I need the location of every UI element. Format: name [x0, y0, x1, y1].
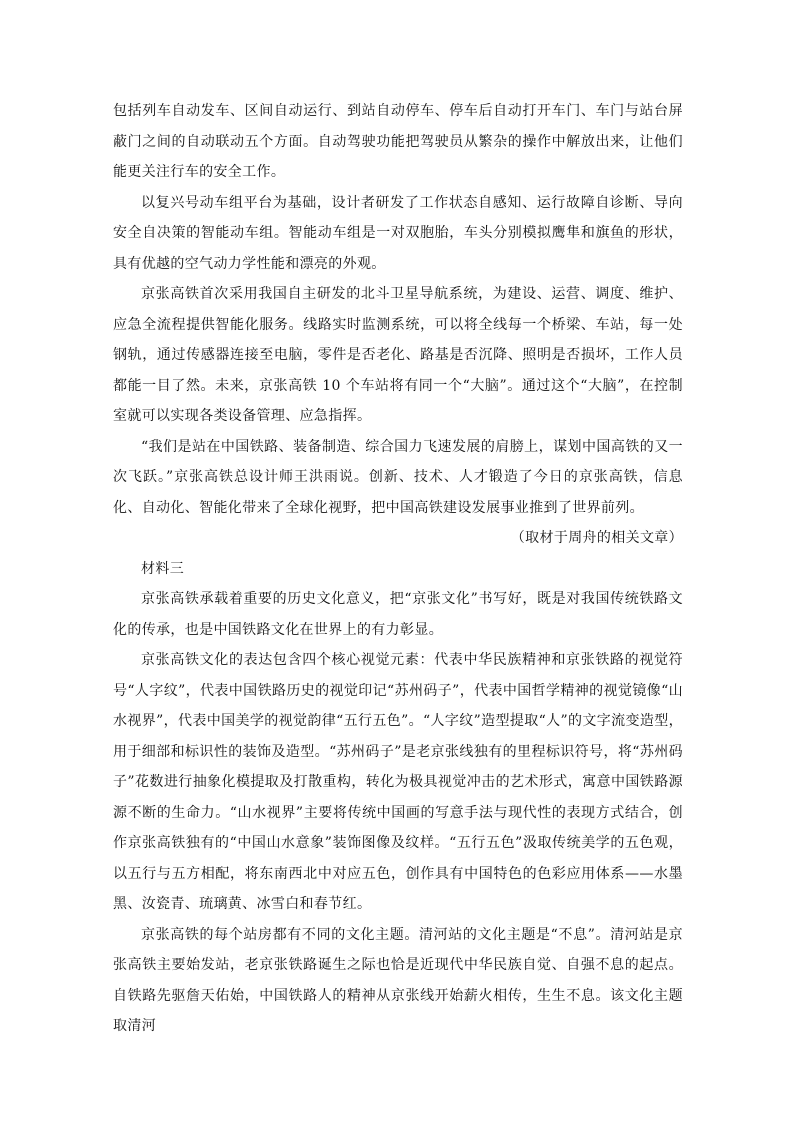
paragraph-station-themes: 京张高铁的每个站房都有不同的文化主题。清河站的文化主题是“不息”。清河站是京张高铁主要始发站，老京张铁路诞生之际也恰是近现代中华民族自觉、自强不息的起点。自铁路先驱詹天佑始，中国铁路人的精神从京张线开始薪火相传，生生不息。该文化主题取清河 — [113, 926, 683, 1034]
section-heading: 材料三 — [141, 560, 185, 577]
paragraph-autodrive: 包括列车自动发车、区间自动运行、到站自动停车、停车后自动打开车门、车门与站台屏蔽门之间的自动联动五个方面。自动驾驶功能把驾驶员从繁杂的操作中解放出来，让他们能更关注行车的安全工作。 — [113, 103, 683, 180]
paragraph-beidou: 京张高铁首次采用我国自主研发的北斗卫星导航系统，为建设、运营、调度、维护、应急全流程提供智能化服务。线路实时监测系统，可以将全线每一个桥梁、车站，每一处钢轨，通过传感器连接至电脑，零件是否老化、路基是否沉降、照明是否损坏，工作人员都能一目了然。未来，京张高铁 10 个车站将有同一个“大脑”。通过这个“大脑”，在控制室就可以实现各类设备管理、应急指挥。 — [113, 286, 683, 424]
paragraph-smart-emu: 以复兴号动车组平台为基础，设计者研发了工作状态自感知、运行故障自诊断、导向安全自决策的智能动车组。智能动车组是一对双胞胎，车头分别模拟鹰隼和旗鱼的形状，具有优越的空气动力学性能和漂亮的外观。 — [113, 194, 683, 272]
paragraph-culture-intro: 京张高铁承载着重要的历史文化意义，把“京张文化”书写好，既是对我国传统铁路文化的传承，也是中国铁路文化在世界上的有力彰显。 — [113, 591, 683, 638]
source-note: （取材于周舟的相关文章） — [510, 530, 683, 546]
paragraph-visual-elements: 京张高铁文化的表达包含四个核心视觉元素：代表中华民族精神和京张铁路的视觉符号“人字纹”，代表中国铁路历史的视觉印记“苏州码子”，代表中国哲学精神的视觉镜像“山水视界”，代表中国美学的视觉韵律“五行五色”。“人字纹”造型提取“人”的文字流变造型，用于细部和标识性的装饰及造型。“苏州码子”是老京张线独有的里程标识符号，将“苏州码子”花数进行抽象化模提取及打散重构，转化为极具视觉冲击的艺术形式，寓意中国铁路源源不断的生命力。“山水视界”主要将传统中国画的写意手法与现代性的表现方式结合，创作京张高铁独有的“中国山水意象”装饰图像及纹样。“五行五色”汲取传统美学的五色观，以五行与五方相配，将东南西北中对应五色，创作具有中国特色的色彩应用体系——水墨黑、汝瓷青、琉璃黄、冰雪白和春节红。 — [113, 652, 683, 912]
paragraph-quote: “我们是站在中国铁路、装备制造、综合国力飞速发展的肩膀上，谋划中国高铁的又一次飞跃。”京张高铁总设计师王洪雨说。创新、技术、人才锻造了今日的京张高铁，信息化、自动化、智能化带来了全球化视野，把中国高铁建设发展事业推到了世界前列。 — [113, 438, 683, 516]
document-page — [113, 96, 683, 1042]
